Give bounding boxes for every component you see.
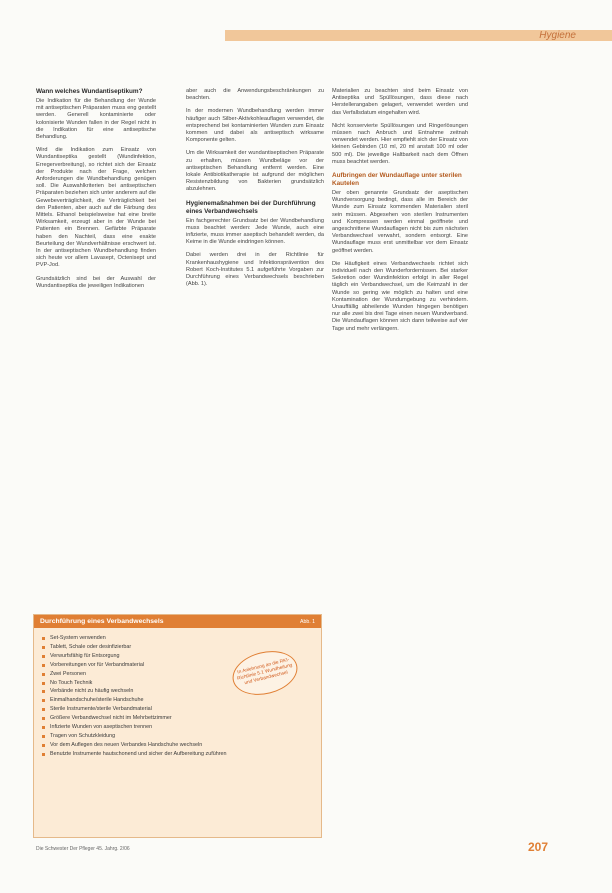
paragraph: aber auch die Anwendungsbeschränkungen zu beachten. — [186, 88, 324, 102]
list-item: Infizierte Wunden von aseptischen trennen — [42, 723, 321, 732]
box-figure-tag: Abb. 1 — [300, 618, 315, 625]
column-2 — [186, 88, 324, 294]
list-item: Sterile Instrumente/sterile Verbandmaterial — [42, 705, 321, 714]
heading-wundauflage: Aufbringen der Wundauflage unter sterilen Kautelen — [332, 172, 462, 188]
list-item: Verbände nicht zu häufig wechseln — [42, 687, 321, 696]
page-number: 207 — [527, 840, 548, 854]
paragraph: Wird die Indikation zum Einsatz von Wundantiseptika gestellt (Wundinfektion, Erregerverbreitung), so richtet sich der Einsatz der Produkte nach der Frage, welchen Anforderungen die Wundbehandlung genügen soll. Die Auswahlkriterien bei antiseptischen Präparaten beziehen sich unter anderem auf die Gewebeverträglichkeit, die Verträglichkeit bei den Patienten, aber auch auf die Färbung des Mittels. Ethanol beispielsweise hat eine breite Wirksamkeit, erzeugt aber in der Wunde bei Patienten ein Brennen. Gefärbte Präparate haben den Nachteil, dass eine exakte Beurteilung der Wundverhältnisse erschwert ist. In der antiseptischen Wundbehandlung finden sich heute vor allem Lavasept, Octenisept und PVP-Jod. — [36, 147, 156, 269]
list-item: Einmalhandschuhe/sterile Handschuhe — [42, 696, 321, 705]
heading-hygienemassnahmen: Hygienemaßnahmen bei der Durchführung eines Verbandwechsels — [186, 199, 316, 215]
list-item: No Touch Technik — [42, 679, 321, 688]
box-header — [34, 615, 321, 628]
section-label: Hygiene — [539, 30, 576, 41]
paragraph: In der modernen Wundbehandlung werden immer häufiger auch Silber-Aktivkohleauflagen verwendet, die entsprechend bei kontaminierten Wunden zum Einsatz kommen und dabei als antiseptisch wirksame Komponente gelten. — [186, 108, 324, 144]
column-1 — [36, 88, 156, 296]
paragraph: Nicht konservierte Spüllösungen und Ringerlösungen müssen nach Anbruch und Entnahme zeitnah verwendet werden. Hier empfiehlt sich der Einsatz von kleinen Gebinden (10 ml, 20 ml anstatt 100 ml oder 500 ml). Die jeweilige Haltbarkeit nach dem Öffnen muss beachtet werden. — [332, 122, 468, 165]
list-item: Tragen von Schutzkleidung — [42, 732, 321, 741]
list-item: Set-System verwenden — [42, 634, 321, 643]
list-item: Vorbereitungen vor für Verbandmaterial — [42, 661, 321, 670]
paragraph: Der oben genannte Grundsatz der aseptischen Wundversorgung bedingt, dass alle im Bereich der Wunde zum Einsatz kommenden Materialien steril sein müssen. Abgesehen von sterilen Instrumenten und Kompressen werden einmal geöffnete und angeschnittene Wundauflagen nicht bis zum nächsten Verbandwechsel verwahrt, sondern entsorgt. Eine Wundauflage muss erst unmittelbar vor dem Einsatz geöffnet werden. — [332, 190, 468, 254]
verbandwechsel-box — [33, 614, 322, 838]
list-item: Zwei Personen — [42, 670, 321, 679]
heading-wundantiseptikum: Wann welches Wundantiseptikum? — [36, 88, 143, 95]
paragraph: Ein fachgerechter Grundsatz bei der Wundbehandlung muss beachtet werden: Jede Wunde, auch eine infizierte, muss immer aseptisch behandelt werden, da Keime in die Wunde eindringen können. — [186, 217, 324, 246]
paragraph: Um die Wirksamkeit der wundantiseptischen Präparate zu erhalten, müssen Wundbeläge vor der antiseptischen Behandlung entfernt werden. Eine lokale Antibiotikatherapie ist aufgrund der möglichen Resistenzbildung von Bakterien grundsätzlich abzulehnen. — [186, 150, 324, 193]
box-title: Durchführung eines Verbandwechsels — [40, 618, 164, 625]
paragraph: Die Indikation für die Behandlung der Wunde mit antiseptischen Präparaten muss eng gestellt werden. Generell kontaminierte oder kolonisierte Wunden fallen in der Regel nicht in die Indikation für eine antiseptische Behandlung. — [36, 98, 156, 141]
paragraph: Dabei werden drei in der Richtlinie für Krankenhaushygiene und Infektionsprävention des Robert Koch-Institutes 5.1 aufgeführte Vorgaben zur Durchführung eines Verbandwechsels beschrieben (Abb. 1). — [186, 252, 324, 288]
footer-citation: Die Schwester Der Pfleger 45. Jahrg. 2/06 — [36, 846, 130, 852]
list-item: Größere Verbandwechsel nicht im Mehrbettzimmer — [42, 714, 321, 723]
list-item: Tablett, Schale oder desinfizierbar — [42, 643, 321, 652]
list-item: Verwurfsfähig für Entsorgung — [42, 652, 321, 661]
column-3 — [332, 88, 468, 339]
paragraph: Grundsätzlich sind bei der Auswahl der Wundantiseptika die jeweiligen Indikationen — [36, 275, 156, 289]
paragraph: Materialien zu beachten sind beim Einsatz von Antiseptika und Spüllösungen, dass diese nach Herstellerangaben gelagert, verwendet werden und das Verfallsdatum eingehalten wird. — [332, 88, 468, 116]
rki-stamp: In Anlehnung an die RKI-Richtlinie 5.1 Wundheilung und Verbandwechsel — [228, 645, 302, 702]
list-item: Benutzte Instrumente hautschonend und sicher der Aufbereitung zuführen — [42, 750, 321, 759]
list-item: Vor dem Auflegen des neuen Verbandes Handschuhe wechseln — [42, 741, 321, 750]
paragraph: Die Häufigkeit eines Verbandwechsels richtet sich individuell nach den Wunderfordernissen. Bei starker Sekretion oder Wundinfektion erfolgt in aller Regel täglich ein Verbandwechsel, um die Keimzahl in der Wunde so gering wie möglich zu halten und eine Kontamination der Wundumgebung zu verhindern. Unauffällig abheilende Wunden hingegen benötigen nur alle zwei bis drei Tage einen neuen Wundverband. Die Wundauflagen können sich dann teilweise auf vier Tage und mehr verlängern. — [332, 260, 468, 332]
